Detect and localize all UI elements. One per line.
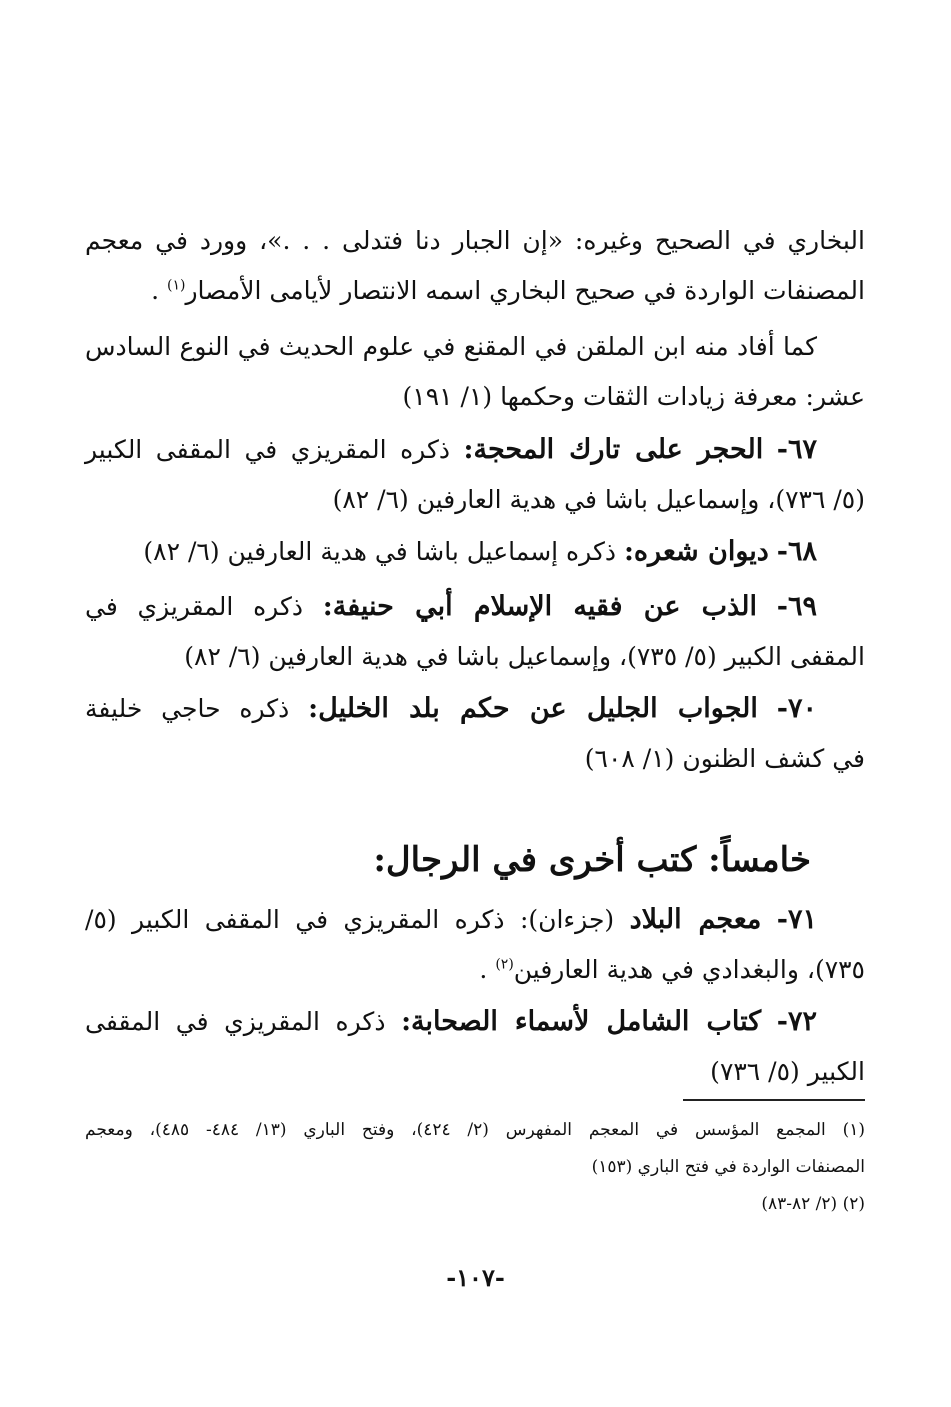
paragraph-1-tail: .	[151, 276, 167, 305]
entry-69-text-1: ذكره المقريزي في	[85, 592, 304, 621]
paragraph-2-line-2: عشر: معرفة زيادات الثقات وحكمها (١/ ١٩١)	[402, 382, 865, 411]
entry-69-number: ٦٩-	[776, 591, 817, 622]
entry-71-number: ٧١-	[776, 904, 817, 935]
footnote-1-line-2: المصنفات الواردة في فتح الباري (١٥٣)	[591, 1157, 865, 1177]
entry-72-title: كتاب الشامل لأسماء الصحابة:	[401, 1006, 762, 1037]
entry-68-line-1	[85, 527, 865, 577]
entry-70	[85, 684, 865, 784]
footnote-ref-2: (٢)	[495, 956, 514, 973]
entry-70-number: ٧٠-	[776, 693, 818, 724]
entry-70-line-1	[85, 684, 865, 734]
paragraph-2-line-1: كما أفاد منه ابن الملقن في المقنع في علوم الحديث في النوع السادس	[85, 332, 817, 361]
entry-72-number: ٧٢-	[776, 1006, 817, 1037]
entry-67-title: الحجر على تارك المحجة:	[463, 434, 764, 465]
entry-69-title: الذب عن فقيه الإسلام أبي حنيفة:	[322, 591, 757, 622]
entry-71-line-1	[85, 895, 865, 945]
entry-71-text-2: ٧٣٥)، والبغدادي في هدية العارفين	[513, 955, 865, 984]
entry-70-title: الجواب الجليل عن حكم بلد الخليل:	[308, 693, 758, 724]
entry-69-line-2: المقفى الكبير (٥/ ٧٣٥)، وإسماعيل باشا في هدية العارفين (٦/ ٨٢)	[184, 642, 865, 671]
entry-67-number: ٦٧-	[776, 434, 817, 465]
paragraph-1-line-2	[85, 266, 865, 316]
entry-71-line-2	[85, 945, 865, 995]
section-heading: خامساً: كتب أخرى في الرجال:	[373, 840, 811, 880]
entry-68	[85, 527, 865, 577]
entry-68-number: ٦٨-	[776, 536, 817, 567]
entry-72-line-2: الكبير (٥/ ٧٣٦)	[710, 1057, 865, 1086]
entry-72-line-1	[85, 997, 865, 1047]
page-number: -١٠٧-	[446, 1263, 505, 1292]
entry-67-text-1: ذكره المقريزي في المقفى الكبير	[85, 435, 451, 464]
entry-69-line-1	[85, 582, 865, 632]
entry-67	[85, 425, 865, 525]
paragraph-1	[85, 216, 865, 316]
entry-71	[85, 895, 865, 995]
entry-71-title: معجم البلاد	[629, 904, 762, 935]
entry-72	[85, 997, 865, 1097]
footnote-2: (٢) (٢/ ٨٢-٨٣)	[761, 1194, 865, 1214]
paragraph-2	[85, 322, 865, 422]
entry-67-line-2: (٥/ ٧٣٦)، وإسماعيل باشا في هدية العارفين (٦/ ٨٢)	[332, 485, 865, 514]
paragraph-1-line-1: البخاري في الصحيح وغيره: «إن الجبار دنا فتدلى . . .»، وورد في معجم	[85, 226, 865, 255]
footnotes	[85, 1112, 865, 1223]
footnote-ref-1: (١)	[167, 277, 186, 294]
entry-69	[85, 582, 865, 682]
entry-70-line-2: في كشف الظنون (١/ ٦٠٨)	[584, 744, 865, 773]
entry-71-tail: .	[479, 955, 496, 984]
paragraph-1-line-2-text: المصنفات الواردة في صحيح البخاري اسمه الانتصار لأيامى الأمصار	[185, 276, 865, 305]
entry-72-text-1: ذكره المقريزي في المقفى	[85, 1007, 386, 1036]
footnote-separator	[683, 1099, 865, 1101]
footnote-1-line-1: (١) المجمع المؤسس في المعجم المفهرس (٢/ ٤٢٤)، وفتح الباري (١٣/ ٤٨٤- ٤٨٥)، ومعجم	[85, 1120, 865, 1140]
entry-68-title: ديوان شعره:	[623, 536, 769, 567]
entry-67-line-1	[85, 425, 865, 475]
entry-68-text-1: ذكره إسماعيل باشا في هدية العارفين (٦/ ٨٢)	[143, 537, 616, 566]
entry-70-text-1: ذكره حاجي خليفة	[85, 694, 290, 723]
entry-71-text-1: (جزءان): ذكره المقريزي في المقفى الكبير (٥/	[85, 905, 615, 934]
